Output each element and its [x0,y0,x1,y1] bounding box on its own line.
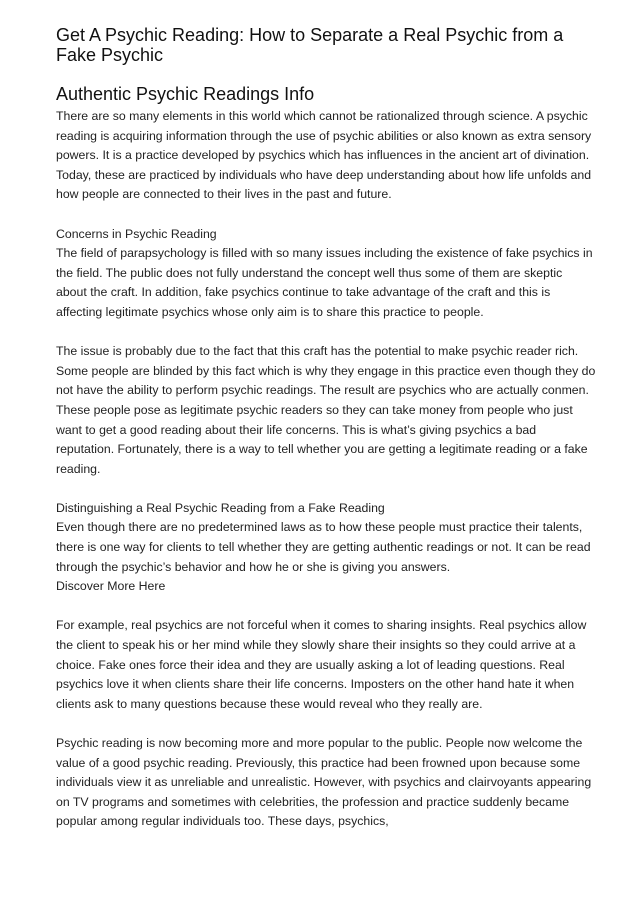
document-title: Get A Psychic Reading: How to Separate a Real Psychic from a Fake Psychic [56,25,564,65]
paragraph: For example, real psychics are not forceful when it comes to sharing insights. Real psychics allow the client to speak his or her mind while they slowly share their insights so they could arrive at a choice. Fake ones force their idea and they are usually asking a lot of leading questions. Real psychics love it when clients share their life concerns. Imposters on the other hand hate it when clients ask to many questions because these would reveal who they really are. [56,618,587,711]
document-subtitle: Authentic Psychic Readings Info [56,84,315,104]
paragraph: The issue is probably due to the fact that this craft has the potential to make psychic reader rich. Some people are blinded by this fact which is why they engage in this practice even though they do not have the ability to perform psychic readings. The result are psychics who are actually conmen. These people pose as legitimate psychic readers so they can take money from people who just want to get a good reading about their life concerns. This is what’s giving psychics a bad reputation. Fortunately, there is a way to tell whether you are getting a legitimate reading or a fake reading. [56,344,596,476]
discover-more-link[interactable]: Discover More Here [56,579,166,594]
discover-more-link-line [56,577,596,597]
section-heading-concerns: Concerns in Psychic Reading [56,226,217,241]
paragraph: Psychic reading is now becoming more and more popular to the public. People now welcome the value of a good psychic reading. Previously, this practice had been frowned upon because some individuals view it as unreliable and unrealistic. However, with psychics and clairvoyants appearing on TV programs and sometimes with celebrities, the profession and practice suddenly became popular among regular individuals too. These days, psychics, [56,736,592,829]
document-page [56,25,596,832]
intro-paragraph: There are so many elements in this world which cannot be rationalized through science. A psychic reading is acquiring information through the use of psychic abilities or also known as extra sensory powers. It is a practice developed by psychics which has influences in the ancient art of divination. Today, these are practiced by individuals who have deep understanding about how life unfolds and how people are connected to their lives in the past and future. [56,109,592,202]
spacer [56,323,596,343]
spacer [56,479,596,499]
spacer [56,597,596,617]
spacer [56,714,596,734]
spacer [56,205,596,225]
paragraph: The field of parapsychology is filled with so many issues including the existence of fake psychics in the field. The public does not fully understand the concept well thus some of them are skeptic about the craft. In addition, fake psychics continue to take advantage of the craft and this is affecting legitimate psychics whose only aim is to share this practice to people. [56,246,593,319]
paragraph: Even though there are no predetermined laws as to how these people must practice their talents, there is one way for clients to tell whether they are getting authentic readings or not. It can be read through the psychic’s behavior and how he or she is giving you answers. [56,520,591,574]
section-heading-distinguishing: Distinguishing a Real Psychic Reading from a Fake Reading [56,500,385,515]
